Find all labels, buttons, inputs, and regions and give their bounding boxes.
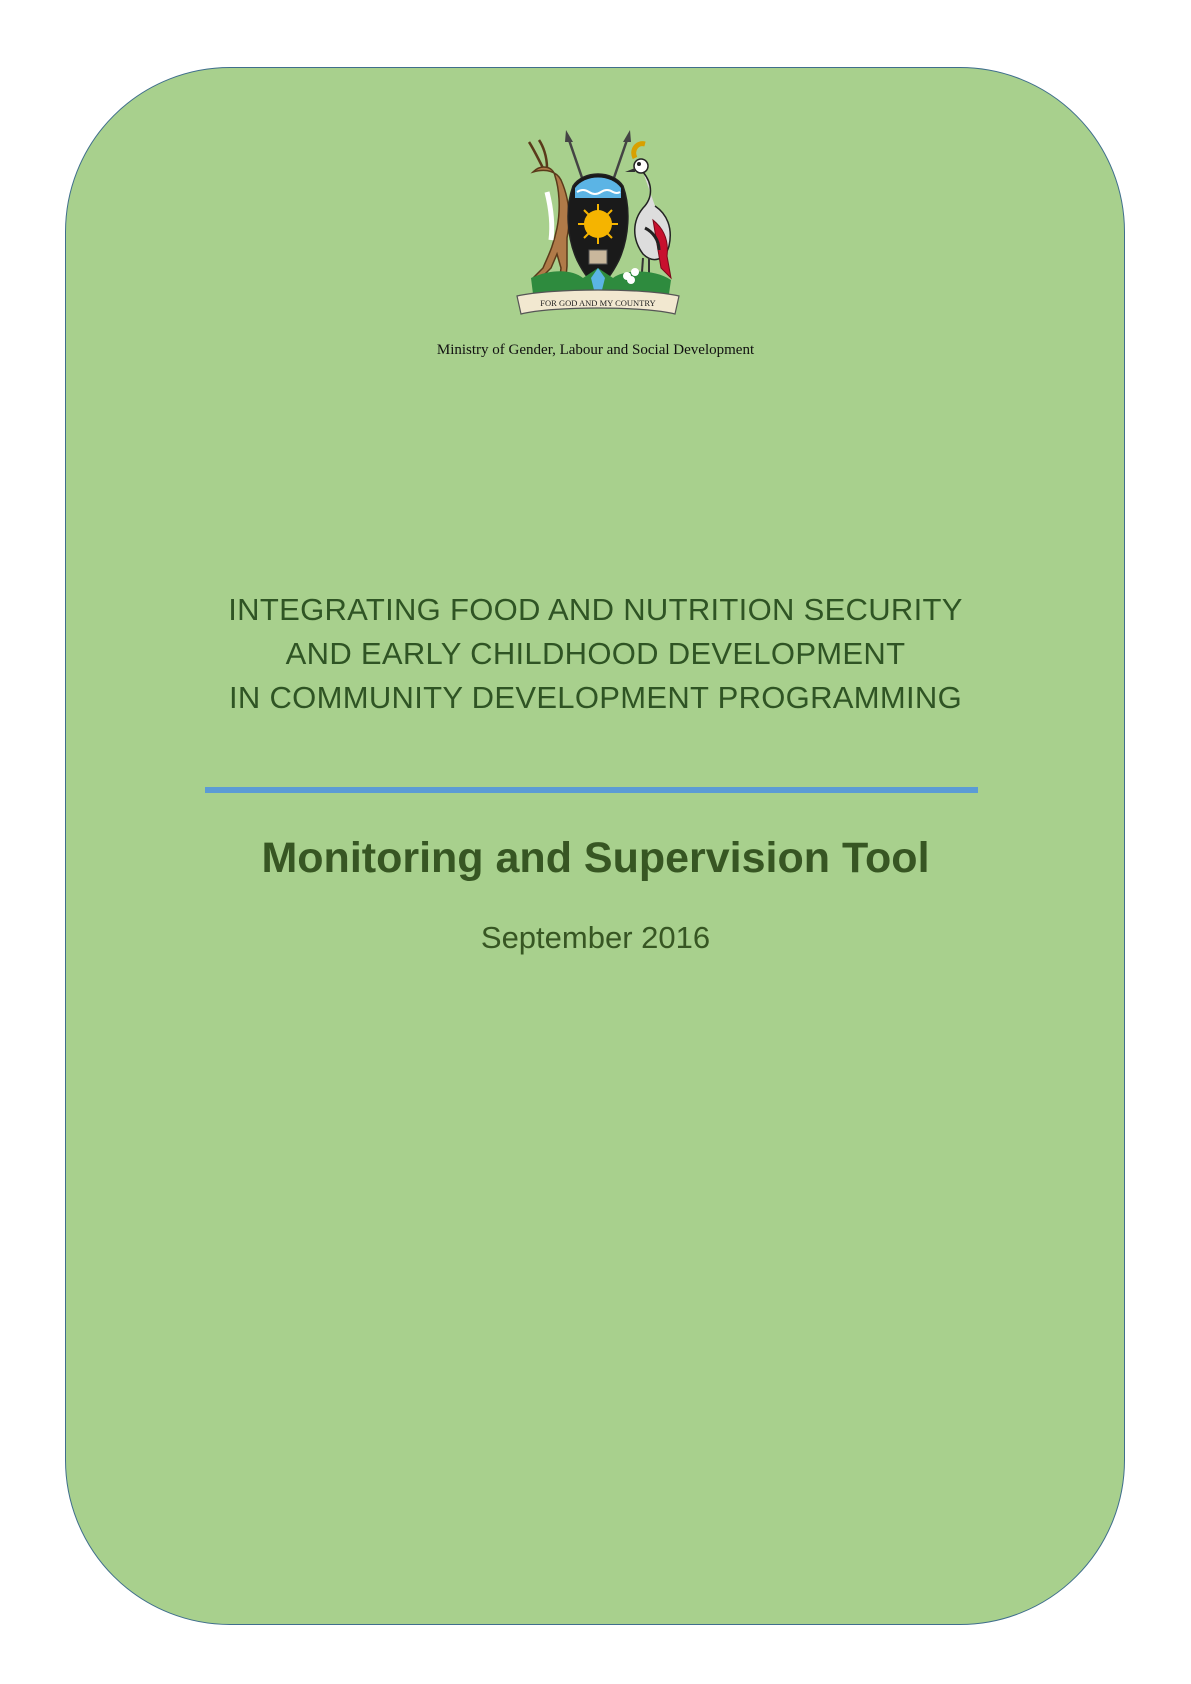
coat-of-arms-emblem: [503, 128, 693, 320]
title-divider: [205, 787, 978, 793]
ministry-name: Ministry of Gender, Labour and Social Development: [436, 342, 755, 358]
program-title: [0, 588, 1191, 720]
program-title-line: INTEGRATING FOOD AND NUTRITION SECURITY: [228, 592, 963, 627]
document-title: Monitoring and Supervision Tool: [261, 834, 930, 882]
motto-text: FOR GOD AND MY COUNTRY: [540, 298, 656, 308]
program-title-line: IN COMMUNITY DEVELOPMENT PROGRAMMING: [228, 680, 963, 715]
program-title-line: AND EARLY CHILDHOOD DEVELOPMENT: [285, 636, 906, 671]
document-date: September 2016: [480, 920, 711, 955]
